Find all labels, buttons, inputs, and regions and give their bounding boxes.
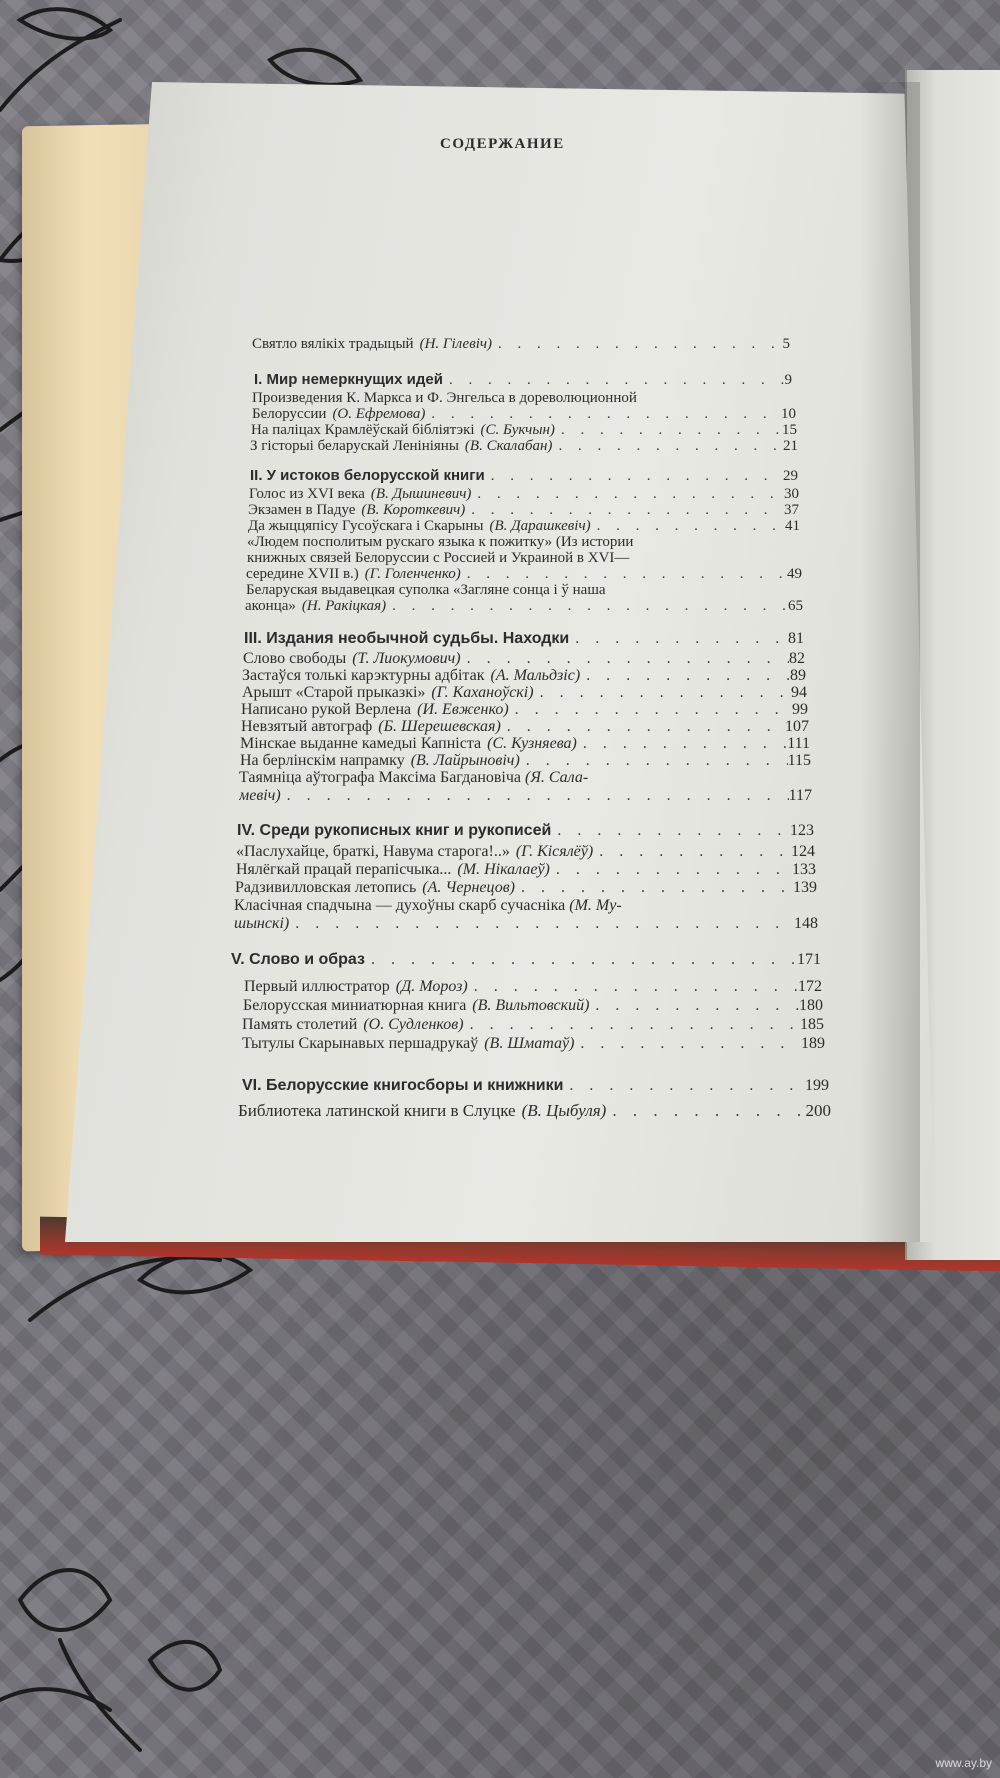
toc-entry: Да жыццяпісу Гусоўскага і Скарыны (В. Дарашкевіч) . . . 41 xyxy=(248,518,800,535)
toc-entry: Голос из XVI века (В. Дышиневич) . . . 30 xyxy=(249,486,799,503)
toc-section: IV. Среди рукописных книг и рукописей . . . 123 xyxy=(237,822,814,840)
toc-entry: Невзятый автограф (Б. Шерешевская) . . . 107 xyxy=(241,718,809,736)
toc-entry: середине XVII в.) (Г. Голенченко) . . . 49 xyxy=(246,566,802,583)
toc-entry: мевіч) . . . 117 xyxy=(239,787,812,805)
toc-entry: аконца» (Н. Ракіцкая) . . . 65 xyxy=(245,598,803,615)
toc-section: III. Издания необычной судьбы. Находки . . . 81 xyxy=(244,630,804,648)
toc-entry: На паліцах Крамлёўскай бібліятэкі (С. Букчын) . . . 15 xyxy=(251,422,797,439)
toc-section: II. У истоков белорусской книги . . . 29 xyxy=(250,467,798,485)
toc-entry: «Людем посполитым рускаго языка к пожитку» (Из истории xyxy=(247,534,634,550)
toc-section: V. Слово и образ . . . 171 xyxy=(231,951,821,969)
toc-entry: Арышт «Старой прыказкі» (Г. Каханоўскі) . . . 94 xyxy=(242,684,807,702)
toc-entry: Святло вялікіх традыцый (Н. Гілевіч) . . . 5 xyxy=(252,336,790,353)
toc-entry: З гісторыі беларускай Ленініяны (В. Скалабан) . . . 21 xyxy=(250,438,798,455)
toc-entry: Слово свободы (Т. Лиокумович) . . . 82 xyxy=(243,650,805,668)
toc-entry: Таямніца аўтографа Максіма Багдановіча (Я. Сала- xyxy=(239,769,589,786)
toc-entry: Беларуская выдавецкая суполка «Загляне сонца і ў наша xyxy=(246,582,606,598)
toc-entry: книжных связей Белоруссии с Россией и Украиной в XVI— xyxy=(247,550,630,566)
toc-entry: Белорусская миниатюрная книга (В. Вильтовский) . . . 180 xyxy=(243,997,823,1015)
toc-entry: Застаўся толькі карэктурны адбітак (А. Мальдзіс) . . . 89 xyxy=(242,667,806,685)
toc-entry: «Паслухайце, браткі, Навума старога!..» (Г. Кісялёў) . . . 124 xyxy=(236,843,815,861)
toc-entry: На берлінскім напрамку (В. Лайрыновіч) . . . 115 xyxy=(240,752,811,770)
toc-entry: шынскі) . . . 148 xyxy=(234,915,818,933)
toc-entry: Белоруссии (О. Ефремова) . . . 10 xyxy=(252,406,796,423)
toc-entry: Экзамен в Падуе (В. Короткевич) . . . 37 xyxy=(248,502,799,519)
toc-entry: Мінскае выданне камедыі Капніста (С. Кузняева) . . . 111 xyxy=(240,735,810,753)
toc-entry: Написано рукой Верлена (И. Евженко) . . . 99 xyxy=(241,701,808,719)
toc-entry: Нялёгкай працай перапісчыка... (М. Нікалаеў) . . . 133 xyxy=(236,861,816,879)
toc-entry: Тытулы Скарынавых першадрукаў (В. Шматаў) . . . 189 xyxy=(242,1035,825,1053)
toc-title: СОДЕРЖАНИЕ xyxy=(440,136,565,152)
toc-entry: Радзивилловская летопись (А. Чернецов) . . . 139 xyxy=(235,879,817,897)
toc-entry: Класічная спадчына — духоўны скарб сучасніка (М. Му- xyxy=(234,897,622,914)
toc-entry: Произведения К. Маркса и Ф. Энгельса в дореволюционной xyxy=(252,390,637,406)
watermark: www.ay.by xyxy=(935,1756,992,1770)
toc-section: I. Мир немеркнущих идей . . . 9 xyxy=(254,371,792,389)
toc-entry: Библиотека латинской книги в Слуцке (В. Цыбуля) . . . 200 xyxy=(238,1101,831,1121)
toc-entry: Первый иллюстратор (Д. Мороз) . . . 172 xyxy=(244,978,822,996)
toc-section: VI. Белорусские книгосборы и книжники . . . 199 xyxy=(242,1077,829,1095)
toc-entry: Память столетий (О. Судленков) . . . 185 xyxy=(242,1016,824,1034)
